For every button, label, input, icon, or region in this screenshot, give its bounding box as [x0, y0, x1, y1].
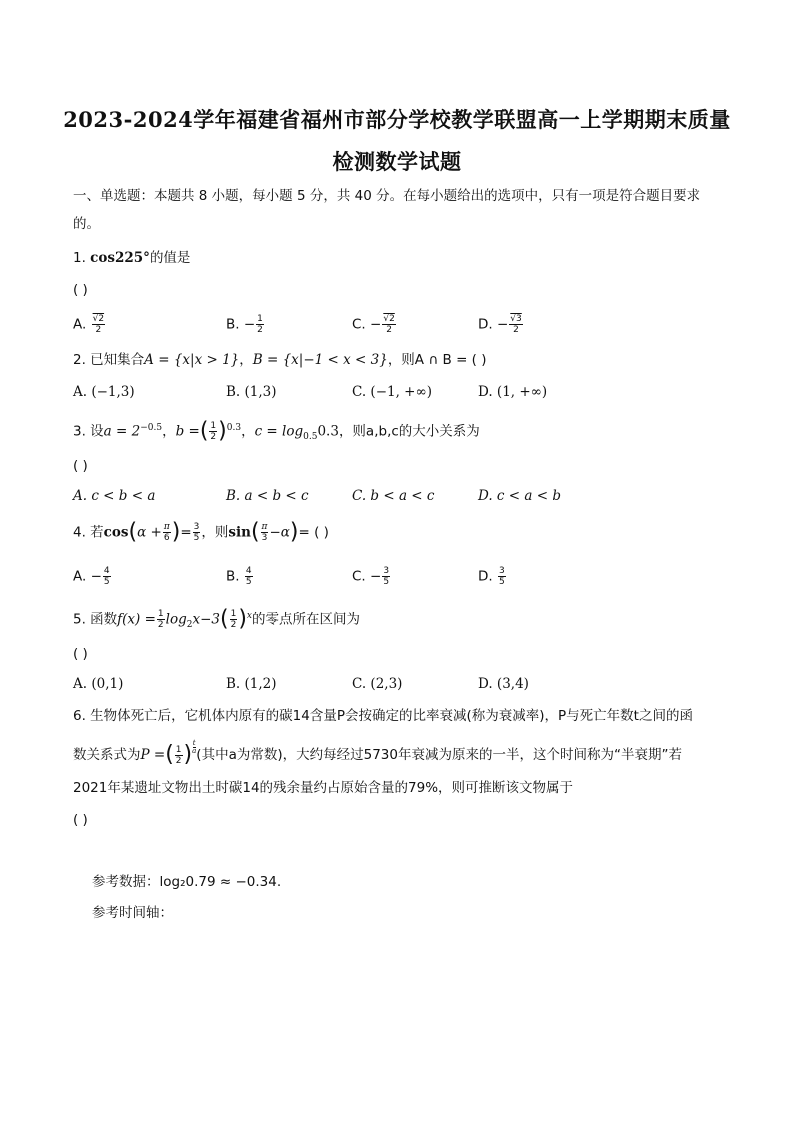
question-5-option-c[interactable]: C. (2,3) [352, 676, 403, 692]
question-5-option-b[interactable]: B. (1,2) [226, 676, 277, 692]
question-3-stem: 3. 设$a = 2^{-0.5}$，b =( $\frac{1}{2}$ )$^{0.3}$，$c = \log_{0.5}0.3$，则a,b,c的大小关系为 [73, 418, 480, 444]
question-3-paren: ( ) [73, 458, 88, 474]
question-2-option-c[interactable]: C. (−1, +∞) [352, 384, 433, 400]
question-3-option-d[interactable]: D. c < a < b [478, 488, 561, 504]
question-2-stem: 2. 已知集合A = {x|x > 1}，B = {x|−1 < x < 3}，则A ∩ B = ( ) [73, 352, 487, 368]
question-5-option-d[interactable]: D. (3,4) [478, 676, 529, 692]
question-3-option-b[interactable]: B. a < b < c [226, 488, 309, 504]
question-6-reference-data: 参考数据：log₂0.79 ≈ −0.34. [92, 874, 282, 890]
question-1-option-b[interactable]: B. − $\frac{1}{2}$ [226, 314, 263, 335]
question-4-stem: 4. 若cos(α + $\frac{\pi}{6}$ )= $\frac{3}{5}$ ，则sin( $\frac{\pi}{3}$ −α)= ( ) [73, 519, 329, 545]
question-3-option-a[interactable]: A. c < b < a [73, 488, 156, 504]
question-4-option-b[interactable]: B. $\frac{4}{5}$ [226, 566, 252, 587]
exam-title-line1: 2023-2024学年福建省福州市部分学校教学联盟高一上学期期末质量 [63, 107, 731, 132]
question-4-option-c[interactable]: C. − $\frac{3}{5}$ [352, 566, 390, 587]
section-instructions-line1: 一、单选题：本题共 8 小题，每小题 5 分，共 40 分。在每小题给出的选项中，只有一项是符合题目要求 [73, 188, 701, 204]
question-2-option-d[interactable]: D. (1, +∞) [478, 384, 548, 400]
question-4-option-d[interactable]: D. $\frac{3}{5}$ [478, 566, 505, 587]
question-1-option-d[interactable]: D. − $\frac{√3}{2}$ [478, 314, 522, 335]
question-6-paren: ( ) [73, 812, 88, 828]
question-3-option-c[interactable]: C. b < a < c [352, 488, 435, 504]
question-6-line2: 数关系式为P =( $\frac{1}{2}$ ) $\frac{t}{a}$ (其中a为常数)，大约每经过5730年衰减为原来的一半，这个时间称为“半衰期”若 [73, 739, 682, 767]
question-1-paren: ( ) [73, 282, 88, 298]
question-1-stem: 1. cos225°的值是 [73, 250, 191, 266]
question-4-option-a[interactable]: A. − $\frac{4}{5}$ [73, 566, 110, 587]
exam-title-line2: 检测数学试题 [332, 149, 462, 174]
question-5-paren: ( ) [73, 646, 88, 662]
question-6-line3: 2021年某遗址文物出土时碳14的残余量约占原始含量的79%，则可推断该文物属于 [73, 780, 574, 796]
question-6-reference-timeline: 参考时间轴： [92, 905, 173, 921]
question-2-option-b[interactable]: B. (1,3) [226, 384, 277, 400]
question-5-stem: 5. 函数f(x) = $\frac{1}{2}$ $\log_2x-3$( $\frac{1}{2}$ )$^x$的零点所在区间为 [73, 606, 360, 632]
section-instructions-line2: 的。 [73, 216, 100, 232]
question-6-line1: 6. 生物体死亡后，它机体内原有的碳14含量P会按确定的比率衰减(称为衰减率)，P与死亡年数t之间的函 [73, 708, 693, 724]
question-1-option-a[interactable]: A. $\frac{√2}{2}$ [73, 314, 105, 335]
question-1-option-c[interactable]: C. − $\frac{√2}{2}$ [352, 314, 395, 335]
question-2-option-a[interactable]: A. (−1,3) [73, 384, 135, 400]
question-5-option-a[interactable]: A. (0,1) [73, 676, 124, 692]
